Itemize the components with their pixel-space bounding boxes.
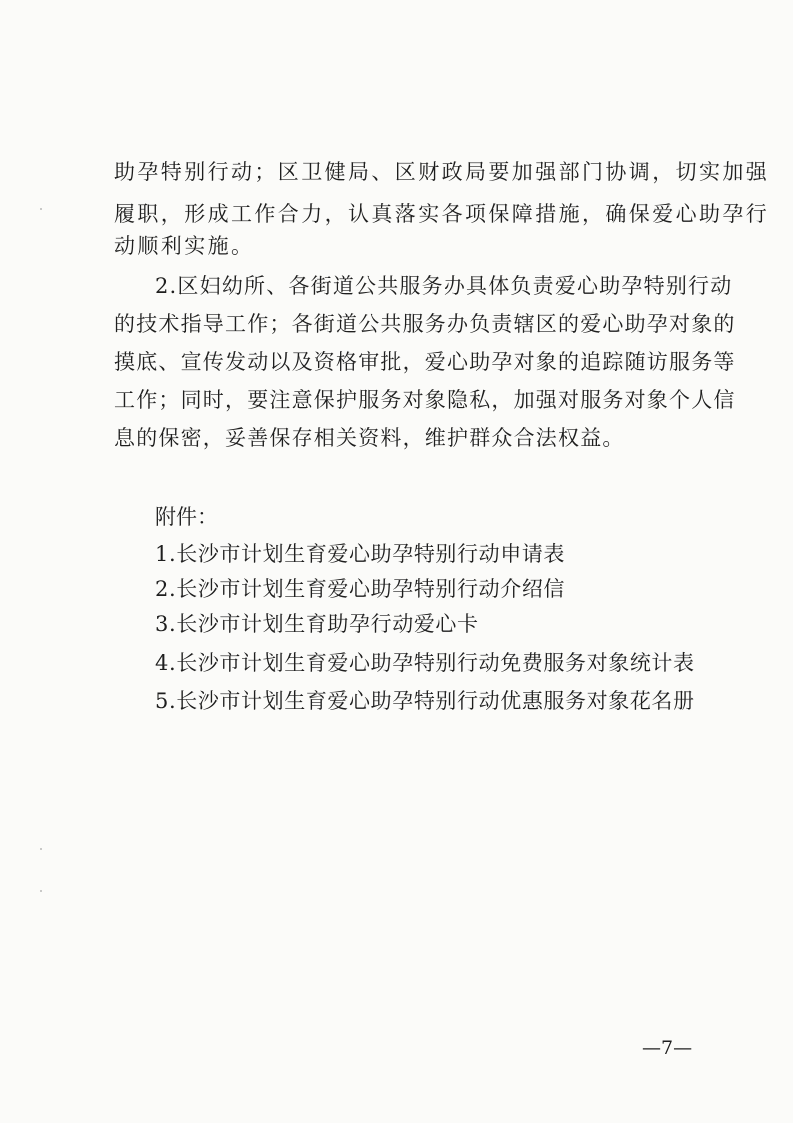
attachment-item-3: 3.长沙市计划生育助孕行动爱心卡 bbox=[155, 612, 479, 636]
paragraph-2-line-5: 息的保密，妥善保存相关资料，维护群众合法权益。 bbox=[114, 426, 625, 450]
paragraph-1-line-2: 履职，形成工作合力，认真落实各项保障措施，确保爱心助孕行 bbox=[114, 202, 770, 226]
attachment-item-2: 2.长沙市计划生育爱心助孕特别行动介绍信 bbox=[155, 577, 566, 601]
paragraph-1-line-3: 动顺利实施。 bbox=[114, 234, 255, 258]
attachment-item-5: 5.长沙市计划生育爱心助孕特别行动优惠服务对象花名册 bbox=[155, 689, 695, 713]
attachment-item-4: 4.长沙市计划生育爱心助孕特别行动免费服务对象统计表 bbox=[155, 651, 695, 675]
attachments-label: 附件： bbox=[155, 505, 218, 529]
paragraph-2-line-3: 摸底、宣传发动以及资格审批，爱心助孕对象的追踪随访服务等 bbox=[114, 350, 736, 374]
paragraph-1-line-1: 助孕特别行动；区卫健局、区财政局要加强部门协调，切实加强 bbox=[114, 160, 770, 184]
page-number: —7— bbox=[642, 1037, 693, 1059]
paragraph-2-line-4: 工作；同时，要注意保护服务对象隐私，加强对服务对象个人信 bbox=[114, 388, 736, 412]
attachment-item-1: 1.长沙市计划生育爱心助孕特别行动申请表 bbox=[155, 542, 566, 566]
scan-speck bbox=[40, 848, 42, 850]
paragraph-2-line-1: 2.区妇幼所、各街道公共服务办具体负责爱心助孕特别行动 bbox=[155, 274, 733, 298]
paragraph-2-line-2: 的技术指导工作；各街道公共服务办负责辖区的爱心助孕对象的 bbox=[114, 312, 736, 336]
scan-speck bbox=[40, 890, 42, 892]
scan-speck bbox=[40, 208, 42, 210]
